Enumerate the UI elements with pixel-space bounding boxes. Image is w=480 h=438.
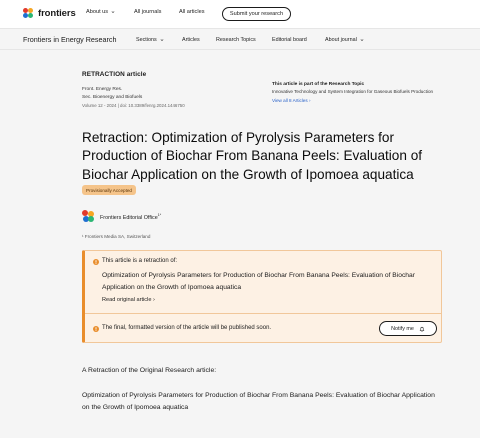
nav-all-articles[interactable] — [179, 9, 205, 15]
research-topic-title[interactable]: Innovative Technology and System Integration for Gaseous Biofuels Production — [272, 89, 434, 94]
retraction-of-heading: This article is a retraction of: — [102, 258, 178, 264]
retracted-article-title: Optimization of Pyrolysis Parameters for Production of Biochar From Banana Peels: Evaluation of Biochar Application on the Growth of Ipomoea aquatica — [102, 272, 415, 291]
view-all-articles-label: View all 8 Articles — [272, 97, 308, 103]
final-version-notice: The final, formatted version of the article will be published soon. — [102, 325, 272, 331]
chevron-right-icon: › — [153, 297, 155, 303]
research-topic-heading: This article is part of the Research Topic — [272, 82, 365, 87]
author-name-text: Frontiers Editorial Office — [100, 214, 158, 221]
journal-bar — [0, 28, 480, 50]
journal-nav-articles-label: Articles — [182, 37, 200, 43]
status-badge: Provisionally Accepted — [82, 185, 136, 195]
page-title: Retraction: Optimization of Pyrolysis Parameters for Production of Biochar From Banana Peels: Evaluation of Biochar Application on the Growth of Ipomoea aquatica — [82, 130, 423, 182]
chevron-right-icon: › — [308, 97, 311, 103]
retraction-notice — [82, 250, 442, 343]
chevron-down-icon — [360, 38, 364, 42]
read-original-article-label: Read original article — [102, 297, 152, 303]
view-all-articles-link[interactable] — [272, 98, 442, 103]
frontiers-logo-icon — [23, 8, 34, 19]
author-row — [82, 210, 161, 223]
chevron-down-icon — [111, 10, 115, 14]
nav-all-articles-label: All articles — [179, 9, 205, 15]
bell-icon — [419, 326, 425, 332]
journal-nav-research-topics-label: Research Topics — [216, 37, 256, 43]
journal-nav-about-journal[interactable] — [325, 37, 364, 43]
nav-about-us-label: About us — [86, 9, 109, 15]
affiliation: ¹ Frontiers Media SA, Switzerland — [82, 234, 151, 239]
nav-all-journals[interactable] — [134, 9, 161, 15]
journal-name[interactable]: Frontiers in Energy Research — [23, 35, 117, 44]
notice-divider — [85, 313, 441, 314]
volume-doi[interactable]: Volume 12 - 2024 | doi: 10.3389/fenrg.2024.1446750 — [82, 103, 185, 108]
nav-all-journals-label: All journals — [134, 9, 162, 15]
journal-nav-research-topics[interactable] — [216, 37, 256, 43]
research-topic-box — [272, 82, 442, 103]
notify-me-label: Notify me — [391, 325, 414, 332]
body-intro: A Retraction of the Original Research article: — [82, 367, 217, 374]
notify-me-button[interactable] — [379, 321, 437, 336]
journal-nav-editorial-board[interactable] — [272, 37, 307, 43]
author-avatar-icon — [82, 210, 95, 223]
author-name[interactable] — [100, 213, 161, 221]
warning-icon — [93, 259, 99, 265]
journal-nav-editorial-board-label: Editorial board — [272, 37, 307, 43]
chevron-down-icon — [160, 38, 164, 42]
submit-research-button[interactable]: Submit your research — [222, 7, 291, 21]
journal-nav-about-journal-label: About journal — [325, 37, 357, 43]
journal-abbreviation: Front. Energy Res. — [82, 87, 123, 92]
brand-name: frontiers — [38, 8, 76, 19]
frontiers-logo[interactable] — [23, 8, 76, 19]
article-type: RETRACTION article — [82, 71, 147, 78]
journal-nav-sections-label: Sections — [136, 37, 157, 43]
nav-about-us[interactable] — [86, 9, 115, 15]
read-original-article-link[interactable] — [102, 297, 155, 303]
site-header — [0, 0, 480, 28]
journal-nav-articles[interactable] — [182, 37, 200, 43]
warning-icon — [93, 326, 99, 332]
journal-nav-sections[interactable] — [136, 37, 164, 43]
article-section: Sec. Bioenergy and Biofuels — [82, 95, 143, 100]
body-original-title: Optimization of Pyrolysis Parameters for Production of Biochar From Banana Peels: Evaluation of Biochar Application on the Growth of Ipomoea aquatica — [82, 392, 435, 412]
author-superscript: 1* — [157, 212, 162, 217]
